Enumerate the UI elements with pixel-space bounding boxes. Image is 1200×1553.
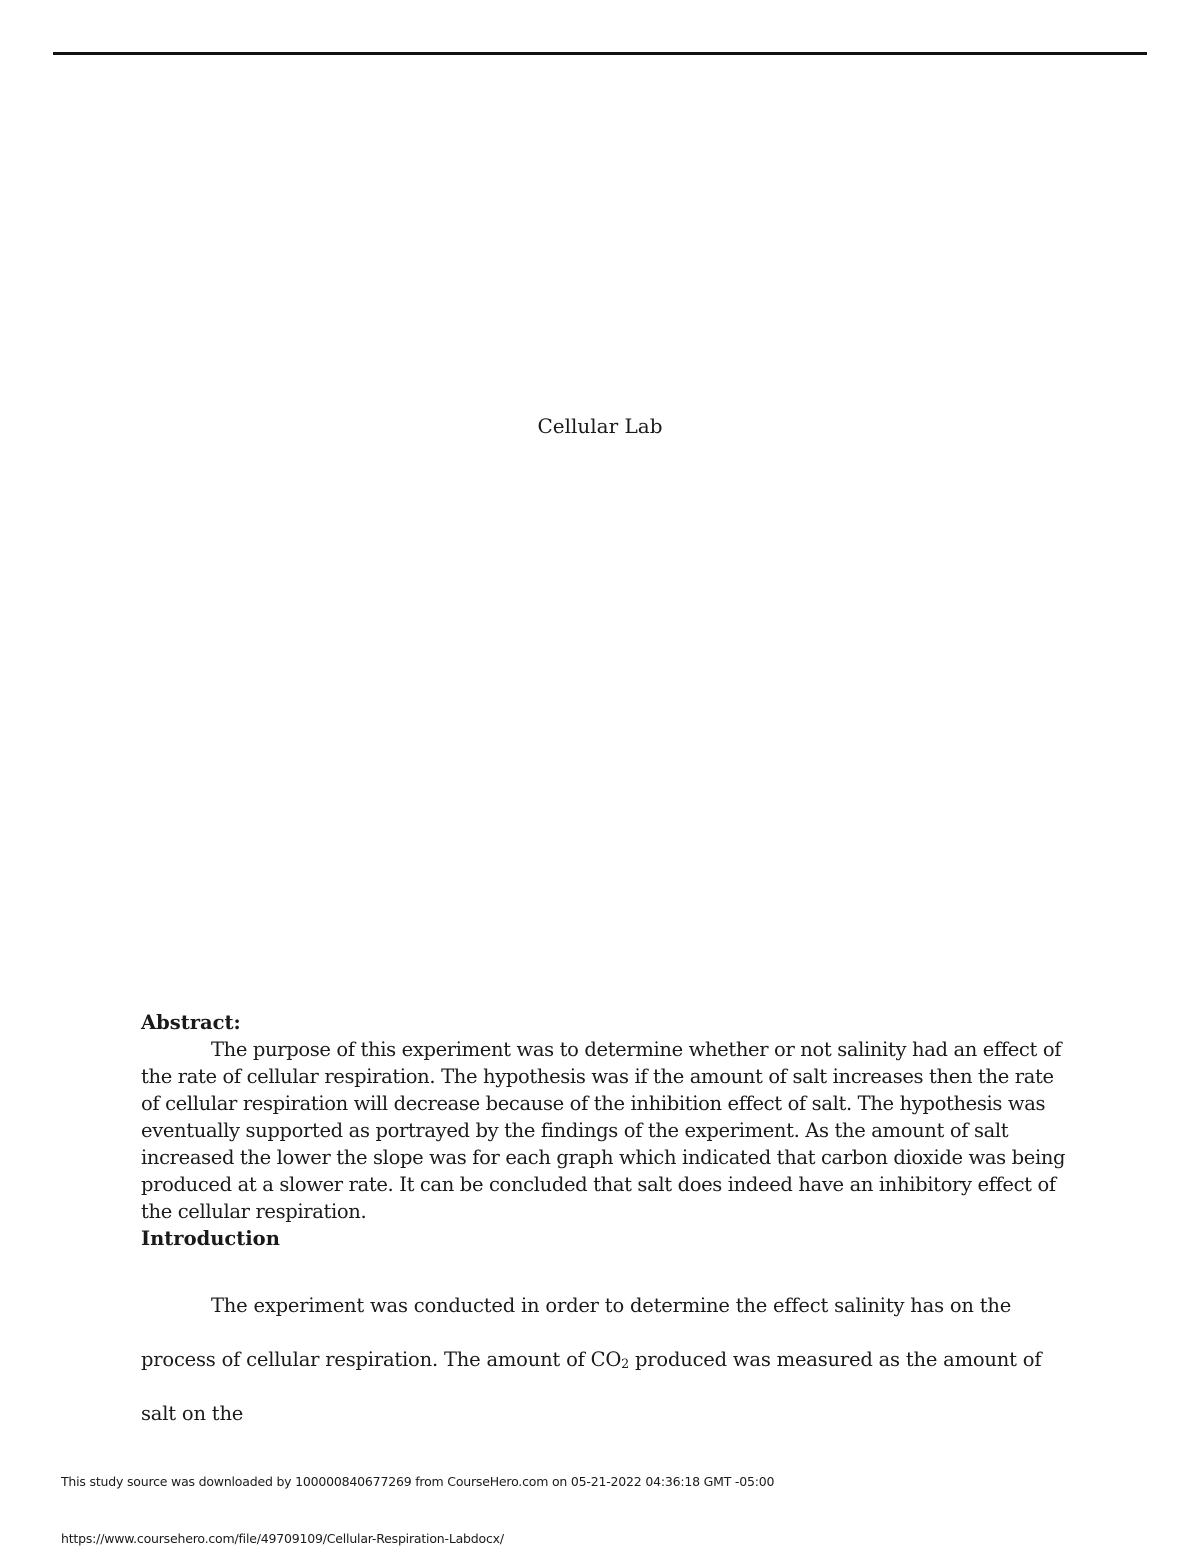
introduction-text-end: produced was measured as the amount of salt on the [141, 1348, 1042, 1425]
top-rule [53, 52, 1147, 55]
document-body [141, 1009, 1066, 1441]
document-title: Cellular Lab [537, 414, 663, 438]
abstract-heading: Abstract: [141, 1011, 241, 1034]
introduction-heading: Introduction [141, 1227, 280, 1250]
introduction-text-start: The experiment was conducted in order to determine the effect salinity has on the process of cellular respiration. The amount of CO [141, 1294, 1012, 1371]
introduction-paragraph [141, 1252, 1066, 1441]
abstract-paragraph: The purpose of this experiment was to determine whether or not salinity had an effect of the rate of cellular respiration. The hypothesis was if the amount of salt increases then the rate of cellular respiration will decrease because of the inhibition effect of salt. The hypothesis was eventually supported as portrayed by the findings of the experiment. As the amount of salt increased the lower the slope was for each graph which indicated that carbon dioxide was being produced at a slower rate. It can be concluded that salt does indeed have an inhibitory effect of the cellular respiration. [141, 1038, 1066, 1223]
co2-subscript: 2 [621, 1355, 629, 1371]
source-url: https://www.coursehero.com/file/49709109/Cellular-Respiration-Labdocx/ [61, 1531, 504, 1546]
download-source-notice: This study source was downloaded by 100000840677269 from CourseHero.com on 05-21-2022 04:36:18 GMT -05:00 [61, 1474, 775, 1489]
